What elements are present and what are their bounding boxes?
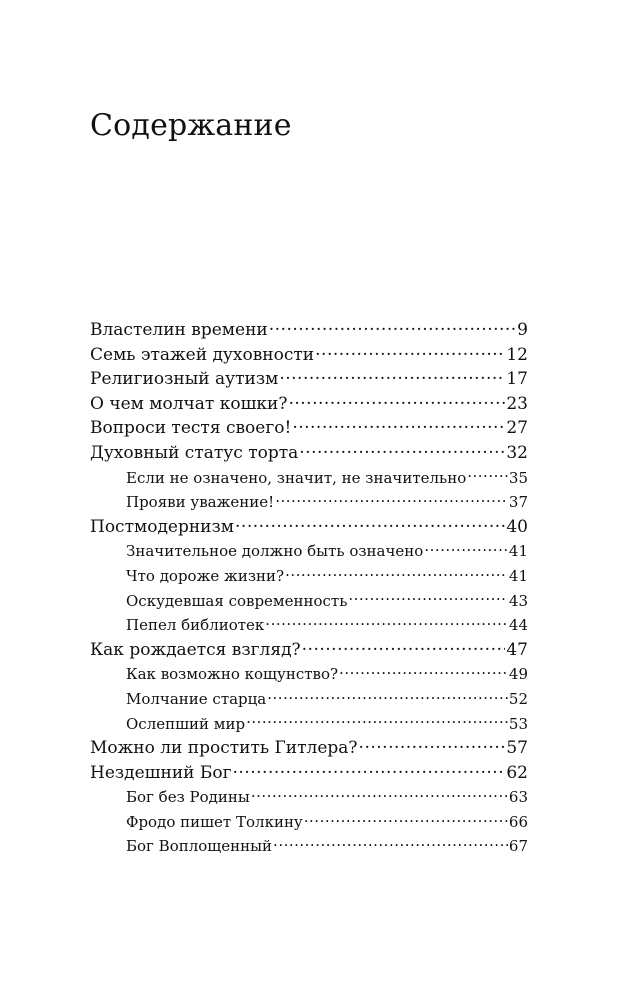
- toc-entry-title: Бог Воплощенный: [126, 837, 273, 856]
- toc-leader-dots: [235, 515, 505, 532]
- toc-leader-dots: [279, 367, 505, 384]
- toc-leader-dots: [273, 836, 508, 851]
- toc-leader-dots: [424, 541, 508, 556]
- toc-entry[interactable]: [90, 367, 528, 392]
- toc-subentry[interactable]: [90, 589, 528, 614]
- toc-entry[interactable]: [90, 416, 528, 441]
- toc-entry-page: 40: [506, 516, 528, 537]
- toc-entry-page: 57: [506, 738, 528, 759]
- toc-entry-title: Религиозный аутизм: [90, 369, 279, 390]
- toc-entry-title: Духовный статус торта: [90, 442, 299, 463]
- toc-entry-page: 62: [506, 762, 528, 783]
- toc-leader-dots: [265, 615, 508, 630]
- toc-entry-title: Значительное должно быть означено: [126, 542, 424, 561]
- page-title: Содержание: [90, 108, 292, 143]
- toc-entry-title: Фродо пишет Толкину: [126, 812, 303, 831]
- toc-entry[interactable]: [90, 392, 528, 417]
- toc-entry-page: 9: [517, 320, 528, 340]
- toc-leader-dots: [302, 638, 506, 655]
- toc-entry-page: 23: [506, 393, 528, 414]
- toc-leader-dots: [339, 664, 508, 679]
- toc-entry-page: 47: [506, 639, 528, 660]
- toc-subentry[interactable]: [90, 564, 528, 589]
- toc-leader-dots: [267, 689, 508, 704]
- toc-entry-page: 52: [508, 689, 528, 708]
- toc-entry-page: 41: [508, 542, 528, 561]
- toc-entry-title: Оскудевшая современность: [126, 591, 348, 610]
- toc-entry[interactable]: [90, 441, 528, 466]
- toc-subentry[interactable]: [90, 613, 528, 638]
- toc-entry-page: 41: [508, 566, 528, 585]
- toc-entry-page: 12: [506, 344, 528, 365]
- toc-leader-dots: [288, 392, 505, 409]
- toc-entry-title: Ослепший мир: [126, 714, 246, 733]
- toc-leader-dots: [348, 591, 508, 606]
- toc-entry-title: Как рождается взгляд?: [90, 639, 301, 660]
- toc-entry-page: 66: [508, 812, 528, 831]
- table-of-contents: [90, 318, 528, 859]
- toc-leader-dots: [292, 416, 505, 433]
- toc-entry-page: 35: [508, 468, 528, 487]
- toc-subentry[interactable]: [90, 810, 528, 835]
- toc-entry-page: 17: [506, 369, 528, 390]
- toc-entry[interactable]: [90, 343, 528, 368]
- toc-subentry[interactable]: [90, 834, 528, 859]
- toc-subentry[interactable]: [90, 785, 528, 810]
- toc-entry-page: 53: [508, 714, 528, 733]
- toc-leader-dots: [299, 441, 505, 458]
- toc-leader-dots: [315, 343, 505, 360]
- toc-leader-dots: [233, 761, 506, 778]
- toc-subentry[interactable]: [90, 712, 528, 737]
- toc-entry-title: О чем молчат кошки?: [90, 393, 288, 414]
- toc-entry[interactable]: [90, 736, 528, 761]
- toc-entry-page: 27: [506, 418, 528, 439]
- toc-leader-dots: [246, 714, 508, 729]
- toc-entry-title: Нездешний Бог: [90, 762, 232, 783]
- toc-leader-dots: [304, 812, 508, 827]
- toc-leader-dots: [467, 468, 508, 483]
- toc-entry-title: Вопроси тестя своего!: [90, 418, 292, 439]
- toc-entry-title: Пепел библиотек: [126, 616, 265, 635]
- toc-entry-page: 44: [508, 616, 528, 635]
- toc-entry-title: Семь этажей духовности: [90, 344, 315, 365]
- toc-leader-dots: [269, 318, 516, 335]
- toc-entry-title: Бог без Родины: [126, 788, 250, 807]
- toc-entry[interactable]: [90, 515, 528, 540]
- toc-leader-dots: [285, 566, 508, 581]
- toc-leader-dots: [359, 736, 506, 753]
- toc-subentry[interactable]: [90, 539, 528, 564]
- toc-entry-page: 32: [506, 442, 528, 463]
- toc-subentry[interactable]: [90, 490, 528, 515]
- toc-entry[interactable]: [90, 318, 528, 343]
- toc-entry-title: Молчание старца: [126, 689, 267, 708]
- toc-entry[interactable]: [90, 761, 528, 786]
- toc-leader-dots: [251, 787, 508, 802]
- toc-entry-title: Прояви уважение!: [126, 493, 275, 512]
- toc-entry[interactable]: [90, 638, 528, 663]
- toc-leader-dots: [275, 492, 508, 507]
- toc-entry-title: Постмодернизм: [90, 516, 235, 537]
- toc-subentry[interactable]: [90, 662, 528, 687]
- toc-entry-title: Можно ли простить Гитлера?: [90, 738, 358, 759]
- toc-entry-title: Если не означено, значит, не значительно: [126, 468, 467, 487]
- toc-entry-page: 63: [508, 788, 528, 807]
- toc-entry-title: Как возможно кощунство?: [126, 665, 339, 684]
- toc-subentry[interactable]: [90, 687, 528, 712]
- toc-entry-page: 37: [508, 493, 528, 512]
- toc-entry-page: 67: [508, 837, 528, 856]
- toc-entry-title: Властелин времени: [90, 320, 268, 340]
- toc-entry-page: 49: [508, 665, 528, 684]
- toc-entry-title: Что дороже жизни?: [126, 566, 285, 585]
- toc-subentry[interactable]: [90, 466, 528, 491]
- toc-entry-page: 43: [508, 591, 528, 610]
